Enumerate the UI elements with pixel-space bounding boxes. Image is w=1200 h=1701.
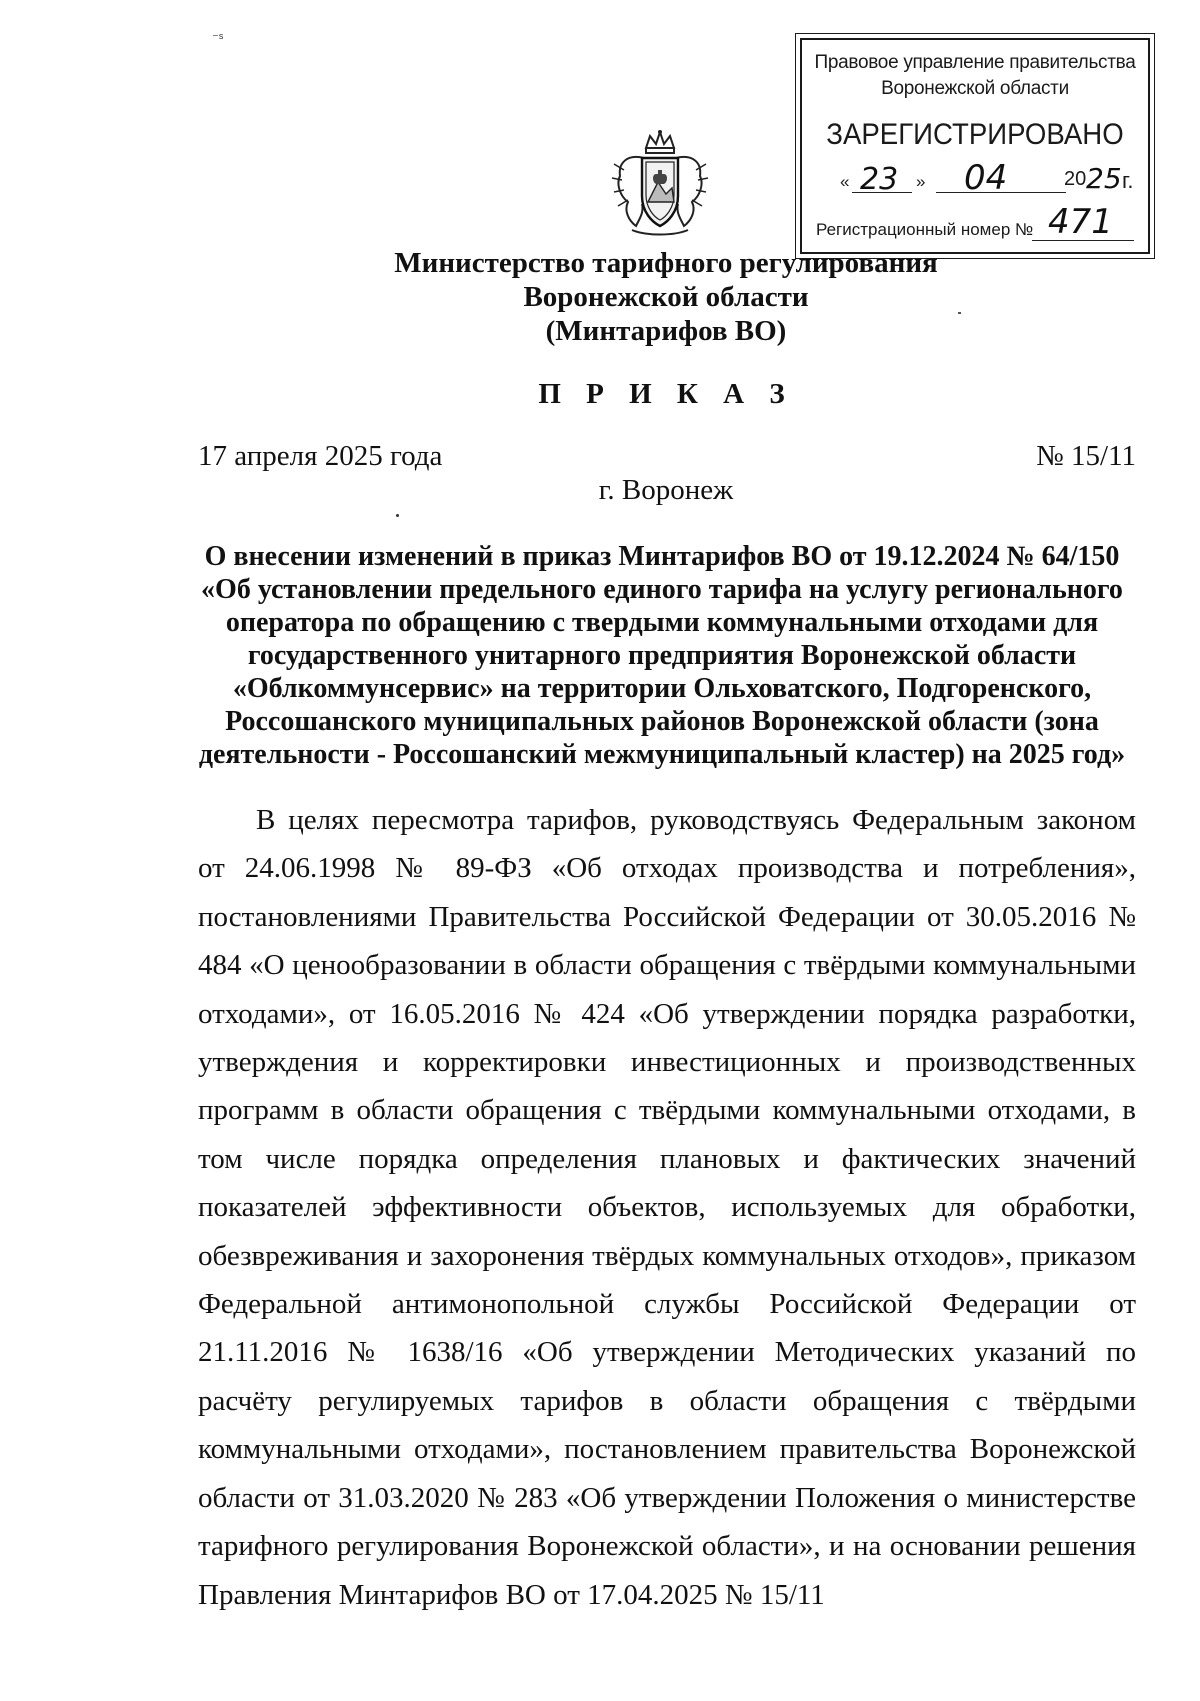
ministry-name-line1: Министерство тарифного регулирования xyxy=(394,247,938,279)
stamp-organization-line2: Воронежской области xyxy=(881,78,1069,99)
stamp-date-year-prefix: 20 xyxy=(1064,168,1087,190)
stamp-registration-number xyxy=(816,202,1134,242)
scan-speck xyxy=(396,514,399,517)
stamp-date xyxy=(840,158,1134,198)
stamp-date-day: 23 xyxy=(860,162,899,197)
order-date: 17 апреля 2025 года xyxy=(198,440,443,472)
document-type: П Р И К А З xyxy=(538,378,794,410)
coat-of-arms-icon xyxy=(610,130,710,240)
registration-stamp xyxy=(800,38,1150,254)
ministry-name-line3: (Минтарифов ВО) xyxy=(545,315,787,347)
order-body: В целях пересмотра тарифов, руководствуясь Федеральным законом от 24.06.1998 № 89-ФЗ «Об отходах производства и потребления», постановлениями Правительства Российской Федерации от 30.05.2016 № 484 «О ценообразовании в области обращения с твёрдыми коммунальными отходами», от 16.05.2016 № 424 «Об утверждении порядка разработки, утверждения и корректировки инвестиционных и производственных программ в области обращения с твёрдыми коммунальными отходами, в том числе порядка определения плановых и фактических значений показателей эффективности объектов, используемых для обработки, обезвреживания и захоронения твёрдых коммунальных отходов», приказом Федеральной антимонопольной службы Российской Федерации от 21.11.2016 № 1638/16 «Об утверждении Методических указаний по расчёту регулируемых тарифов в области обращения с твёрдыми коммунальными отходами», постановлением правительства Воронежской области от 31.03.2020 № 283 «Об утверждении Положения о министерстве тарифного регулирования Воронежской области», и на основании решения Правления Минтарифов ВО от 17.04.2025 № 15/11 xyxy=(198,804,1136,1611)
stamp-organization xyxy=(802,50,1148,102)
order-subject: О внесении изменений в приказ Минтарифов ВО от 19.12.2024 № 64/150 «Об установлении предельного единого тарифа на услугу регионального оператора по обращению с твердыми коммунальными отходами для государственного унитарного предприятия Воронежской области «Облкоммунсервис» на территории Ольховатского, Подгоренского, Россошанского муниципальных районов Воронежской области (зона деятельности - Россошанский межмуниципальный кластер) на 2025 год» xyxy=(198,541,1126,770)
order-city: г. Воронеж xyxy=(598,474,734,506)
stamp-status: ЗАРЕГИСТРИРОВАНО xyxy=(826,118,1124,151)
ministry-name xyxy=(0,246,1200,348)
stamp-reg-number-label: Регистрационный номер № xyxy=(816,220,1034,239)
stamp-organization-line1: Правовое управление правительства xyxy=(814,52,1136,73)
stamp-date-close-quote: » xyxy=(916,172,926,191)
stamp-reg-number-value: 471 xyxy=(1048,202,1113,242)
stamp-date-year-mark: г. xyxy=(1122,168,1134,193)
stamp-date-month: 04 xyxy=(964,158,1008,198)
stamp-date-open-quote: « xyxy=(840,172,850,191)
scan-speck xyxy=(958,312,961,314)
order-number: № 15/11 xyxy=(1036,440,1136,472)
corner-mark: ⁻ˢ xyxy=(212,30,224,45)
ministry-name-line2: Воронежской области xyxy=(523,281,809,313)
stamp-date-year-suffix: 25 xyxy=(1086,162,1122,195)
